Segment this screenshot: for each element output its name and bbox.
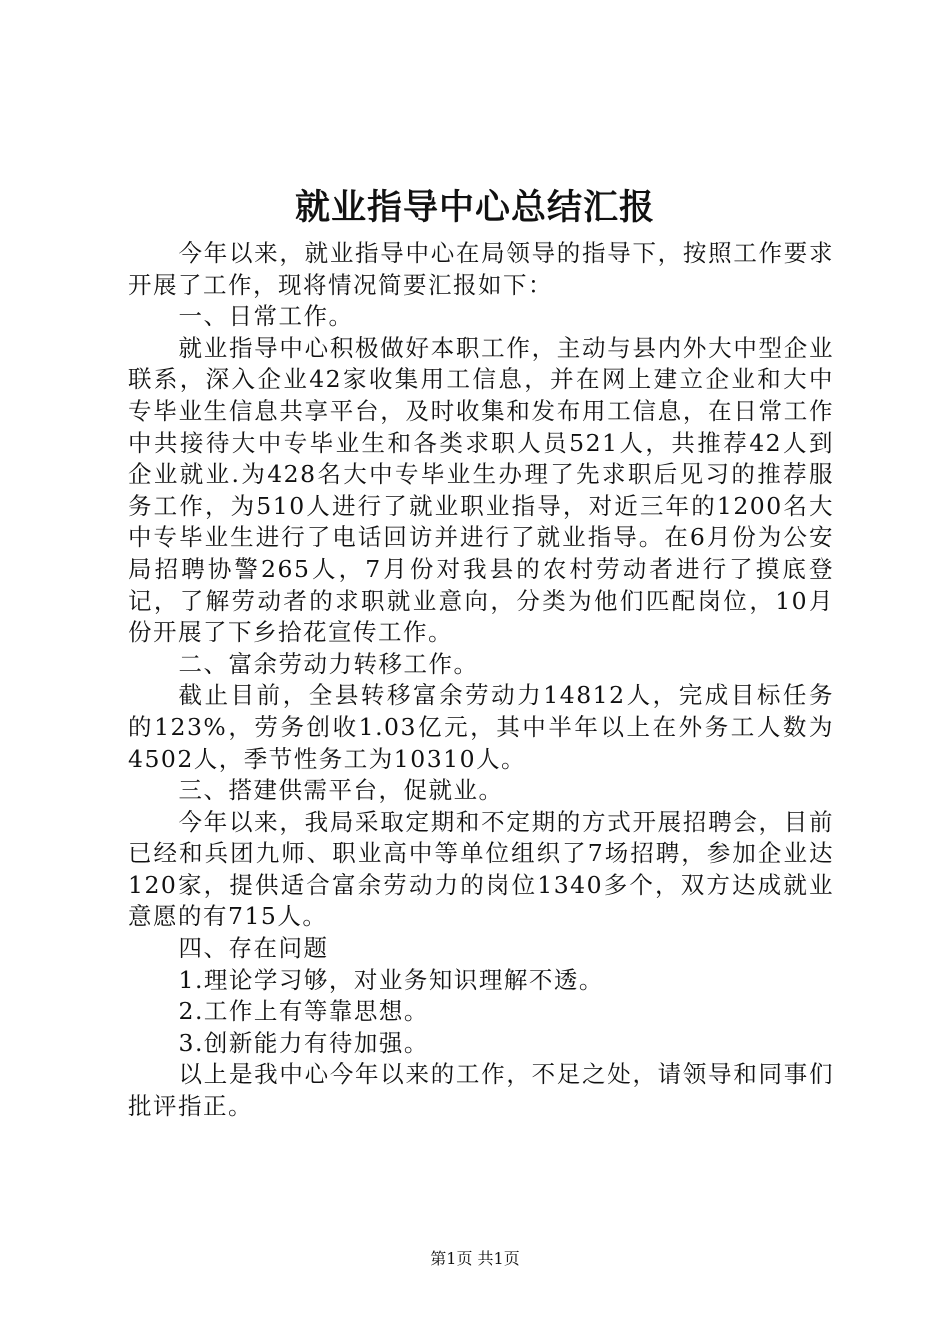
section-heading-supply-demand: 三、搭建供需平台，促就业。 <box>178 776 504 805</box>
section-heading-problems: 四、存在问题 <box>178 934 329 963</box>
page-number-footer: 第1页 共1页 <box>430 1249 520 1268</box>
paragraph-closing: 以上是我中心今年以来的工作，不足之处，请领导和同事们批评指正。 <box>128 1060 834 1121</box>
paragraph-intro: 今年以来，就业指导中心在局领导的指导下，按照工作要求开展了工作，现将情况简要汇报如下： <box>128 239 834 299</box>
document-title: 就业指导中心总结汇报 <box>294 187 655 228</box>
document-body <box>128 238 834 1123</box>
problem-item: 2.工作上有等靠思想。 <box>178 997 429 1026</box>
section-heading-daily-work: 一、日常工作。 <box>178 302 354 331</box>
paragraph-supply-demand: 今年以来，我局采取定期和不定期的方式开展招聘会，目前已经和兵团九师、职业高中等单位组织了7场招聘，参加企业达120家，提供适合富余劳动力的岗位1340多个，双方达成就业意愿的有715人。 <box>128 807 834 931</box>
paragraph-labor-transfer: 截止目前，全县转移富余劳动力14812人，完成目标任务的123%，劳务创收1.03亿元，其中半年以上在外务工人数为4502人，季节性务工为10310人。 <box>128 681 834 773</box>
paragraph-daily-work: 就业指导中心积极做好本职工作，主动与县内外大中型企业联系，深入企业42家收集用工信息，并在网上建立企业和大中专毕业生信息共享平台，及时收集和发布用工信息，在日常工作中共接待大中专毕业生和各类求职人员521人，共推荐42人到企业就业.为428名大中专毕业生办理了先求职后见习的推荐服务工作，为510人进行了就业职业指导，对近三年的1200名大中专毕业生进行了电话回访并进行了就业指导。在6月份为公安局招聘协警265人，7月份对我县的农村劳动者进行了摸底登记，了解劳动者的求职就业意向，分类为他们匹配岗位，10月份开展了下乡拾花宣传工作。 <box>128 333 834 647</box>
problem-item: 1.理论学习够，对业务知识理解不透。 <box>178 965 604 994</box>
problem-item: 3.创新能力有待加强。 <box>178 1028 429 1057</box>
section-heading-labor-transfer: 二、富余劳动力转移工作。 <box>178 649 479 678</box>
